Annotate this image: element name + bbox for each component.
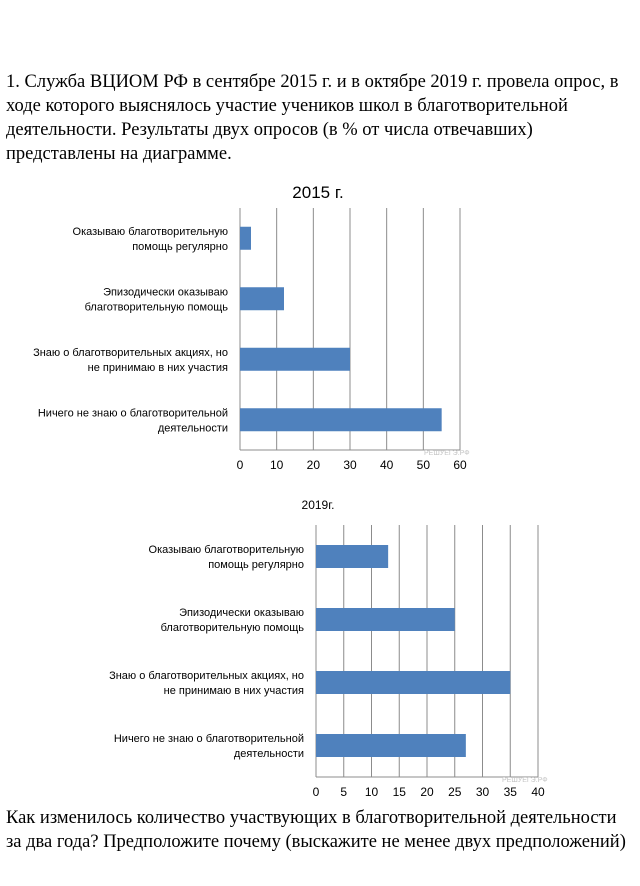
x-tick-label: 30 bbox=[475, 785, 490, 799]
x-tick-label: 0 bbox=[312, 785, 320, 799]
x-tick-label: 50 bbox=[416, 458, 431, 470]
category-label: помощь регулярно bbox=[208, 559, 304, 571]
category-label: Оказываю благотворительную bbox=[72, 225, 228, 238]
bar bbox=[316, 545, 388, 568]
task-question: Как изменилось количество участвующих в благотворительной деятельности за два года? Предположите почему (выскажите не менее двух предположений) bbox=[6, 808, 626, 852]
x-tick-label: 10 bbox=[364, 785, 379, 799]
x-tick-label: 40 bbox=[531, 785, 545, 799]
bar bbox=[240, 348, 350, 371]
category-label: деятельности bbox=[157, 422, 228, 435]
category-label: помощь регулярно bbox=[132, 240, 228, 253]
x-tick-label: 20 bbox=[306, 458, 321, 470]
chart-2019 bbox=[0, 488, 640, 811]
task-intro: 1. Служба ВЦИОМ РФ в сентябре 2015 г. и в октябре 2019 г. провела опрос, в ходе которого выяснялось участие учеников школ в благотворительной деятельности. Результаты двух опросов (в % от числа отвечавших) представлены на диаграмме. bbox=[6, 72, 619, 164]
category-label: Знаю о благотворительных акциях, но bbox=[33, 346, 228, 359]
category-label: благотворительную помощь bbox=[160, 622, 304, 634]
category-label: Ничего не знаю о благотворительной bbox=[37, 407, 228, 420]
chart-2015 bbox=[0, 170, 640, 475]
x-tick-label: 40 bbox=[379, 458, 394, 470]
x-tick-label: 15 bbox=[392, 785, 406, 799]
category-label: благотворительную помощь bbox=[84, 301, 228, 314]
x-tick-label: 20 bbox=[420, 785, 434, 799]
x-tick-label: 5 bbox=[340, 785, 348, 799]
bar bbox=[316, 734, 466, 757]
x-tick-label: 35 bbox=[503, 785, 517, 799]
bar-chart-2019 bbox=[0, 488, 640, 806]
x-tick-label: 60 bbox=[453, 458, 467, 470]
chart-title: 2015 г. bbox=[292, 183, 344, 202]
category-label: Эпизодически оказываю bbox=[103, 286, 228, 299]
x-tick-label: 10 bbox=[269, 458, 284, 470]
category-label: не принимаю в них участия bbox=[163, 685, 304, 697]
bar bbox=[240, 287, 284, 310]
category-label: деятельности bbox=[233, 748, 304, 760]
chart-title: 2019г. bbox=[301, 498, 335, 512]
bar bbox=[240, 408, 442, 431]
x-tick-label: 25 bbox=[448, 785, 462, 799]
category-label: Эпизодически оказываю bbox=[179, 607, 304, 619]
category-label: Оказываю благотворительную bbox=[148, 544, 304, 556]
watermark: РЕШУЕГЭ.РФ bbox=[424, 450, 470, 457]
category-label: Знаю о благотворительных акциях, но bbox=[109, 670, 304, 682]
bar bbox=[316, 671, 510, 694]
bar-chart-2015 bbox=[0, 170, 640, 470]
watermark: РЕШУЕГЭ.РФ bbox=[502, 777, 548, 784]
x-tick-label: 30 bbox=[343, 458, 357, 470]
bar bbox=[240, 227, 251, 250]
bar bbox=[316, 608, 455, 631]
x-tick-label: 0 bbox=[236, 458, 244, 470]
category-label: Ничего не знаю о благотворительной bbox=[113, 733, 304, 745]
category-label: не принимаю в них участия bbox=[87, 361, 228, 374]
